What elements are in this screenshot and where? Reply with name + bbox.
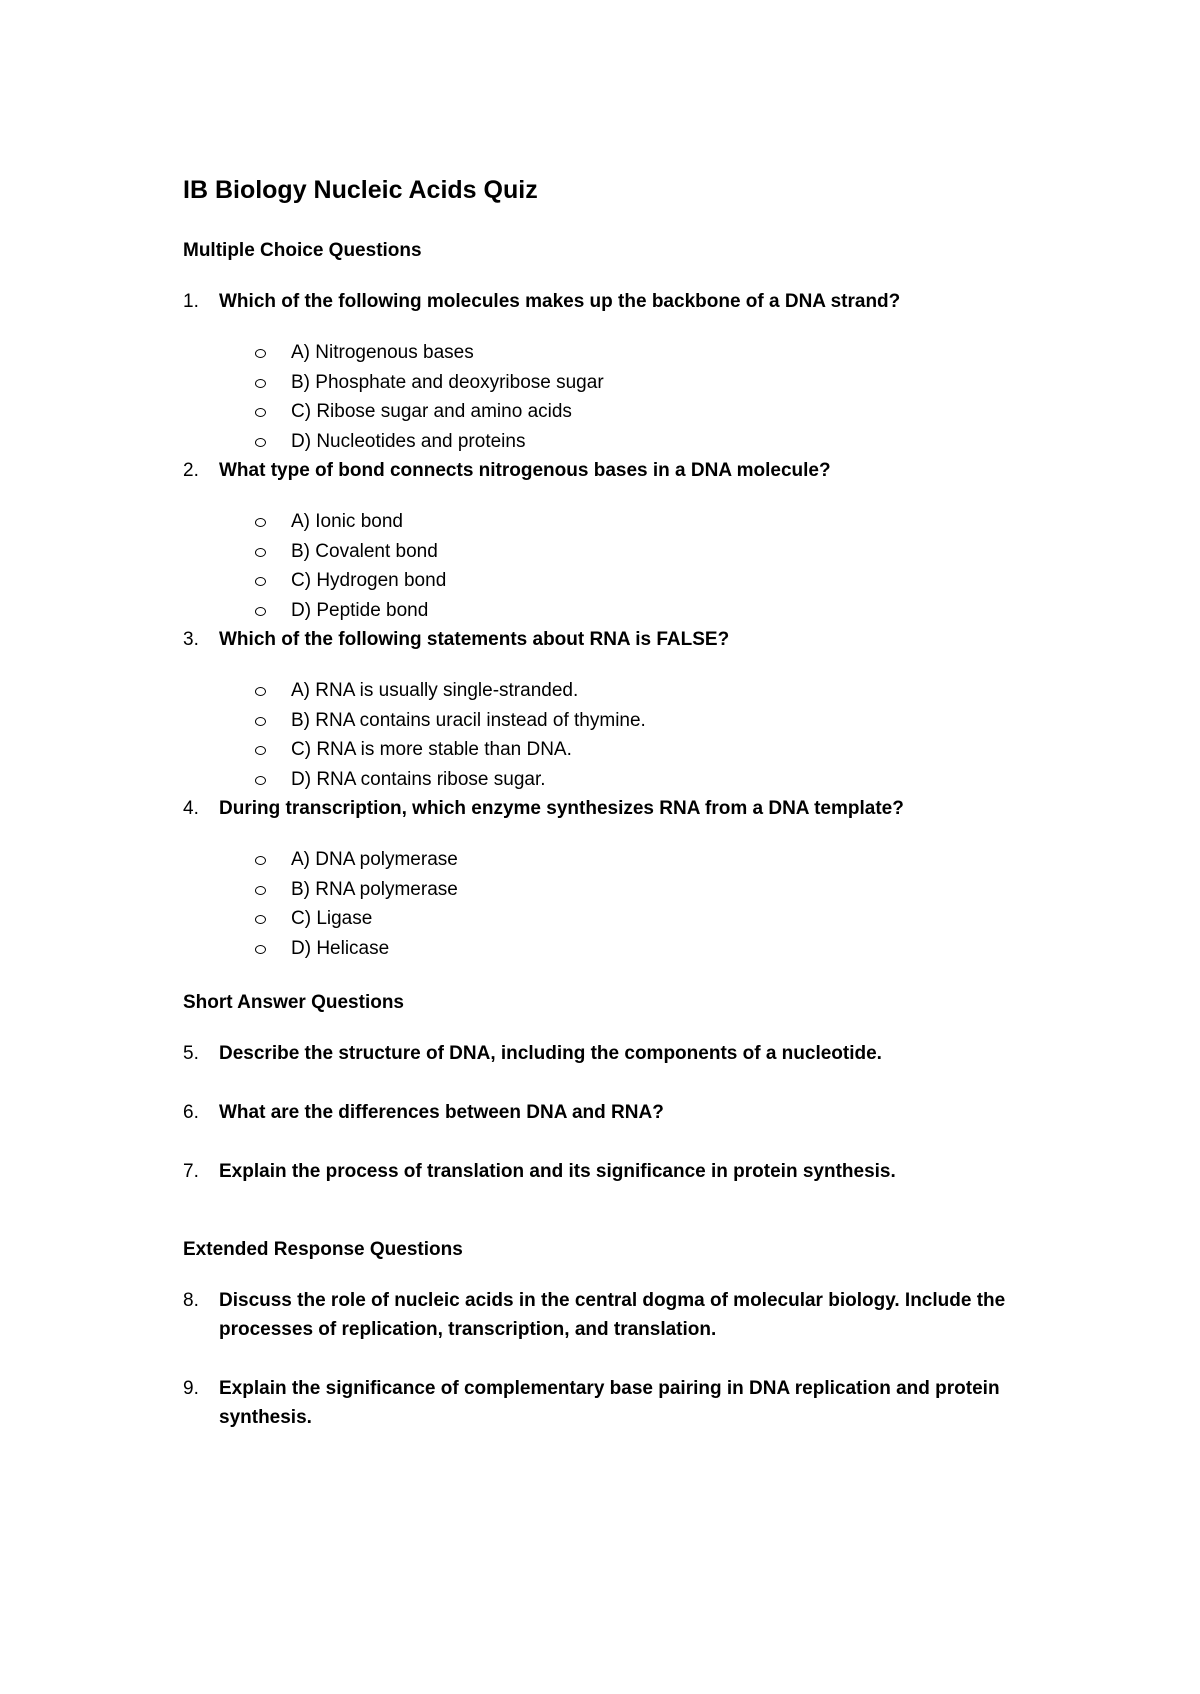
question-text: Explain the process of translation and its significance in protein synthesis.	[219, 1161, 896, 1182]
question-number: 9.	[183, 1378, 199, 1399]
option-text: B) RNA contains uracil instead of thymine.	[291, 709, 646, 731]
question-text: Which of the following statements about RNA is FALSE?	[219, 629, 730, 650]
option-list	[219, 338, 1083, 456]
option-d	[183, 596, 1083, 626]
extended-response-section	[183, 1238, 1083, 1432]
question-5	[183, 1039, 1083, 1068]
option-text: D) Peptide bond	[291, 599, 429, 621]
circle-bullet-icon	[255, 717, 266, 726]
circle-bullet-icon	[255, 746, 266, 755]
question-3	[183, 625, 1083, 794]
question-number: 5.	[183, 1043, 199, 1064]
circle-bullet-icon	[255, 408, 266, 417]
circle-bullet-icon	[255, 915, 266, 924]
question-4	[183, 794, 1083, 963]
option-d	[183, 427, 1083, 457]
option-text: A) DNA polymerase	[291, 849, 458, 870]
option-c	[183, 397, 1083, 427]
question-9	[183, 1374, 1083, 1432]
question-text: What type of bond connects nitrogenous bases in a DNA molecule?	[219, 460, 831, 481]
multiple-choice-list	[183, 287, 1083, 963]
question-text: Discuss the role of nucleic acids in the central dogma of molecular biology. Include the processes of replication, transcription, and translation.	[219, 1290, 1006, 1340]
option-list	[219, 845, 1083, 963]
section-heading-short-answer: Short Answer Questions	[183, 992, 404, 1013]
circle-bullet-icon	[255, 607, 266, 616]
circle-bullet-icon	[255, 349, 266, 358]
question-number: 3.	[183, 629, 199, 650]
short-answer-list	[183, 1039, 1083, 1186]
option-d	[183, 765, 1083, 795]
option-b	[183, 875, 1083, 905]
option-list	[219, 676, 1083, 794]
page-title: IB Biology Nucleic Acids Quiz	[183, 176, 538, 204]
option-a	[183, 507, 1083, 537]
option-text: C) Ribose sugar and amino acids	[291, 401, 572, 422]
circle-bullet-icon	[255, 518, 266, 527]
option-c	[183, 566, 1083, 596]
question-text: Describe the structure of DNA, including the components of a nucleotide.	[219, 1043, 882, 1064]
question-number: 1.	[183, 291, 199, 312]
multiple-choice-section	[183, 239, 1083, 963]
option-text: C) Hydrogen bond	[291, 570, 447, 591]
option-text: D) Helicase	[291, 937, 390, 959]
option-text: D) Nucleotides and proteins	[291, 430, 526, 452]
option-list	[219, 507, 1083, 625]
extended-response-list	[183, 1286, 1083, 1432]
option-text: D) RNA contains ribose sugar.	[291, 768, 546, 790]
question-text: Which of the following molecules makes up the backbone of a DNA strand?	[219, 291, 901, 312]
option-text: B) Phosphate and deoxyribose sugar	[291, 371, 604, 393]
circle-bullet-icon	[255, 886, 266, 895]
circle-bullet-icon	[255, 776, 266, 785]
circle-bullet-icon	[255, 856, 266, 865]
option-a	[183, 845, 1083, 875]
question-1	[183, 287, 1083, 456]
question-text: Explain the significance of complementary base pairing in DNA replication and protein synthesis.	[219, 1378, 1000, 1428]
circle-bullet-icon	[255, 438, 266, 447]
question-2	[183, 456, 1083, 625]
option-text: B) Covalent bond	[291, 540, 438, 562]
option-c	[183, 735, 1083, 765]
circle-bullet-icon	[255, 548, 266, 557]
circle-bullet-icon	[255, 687, 266, 696]
question-7	[183, 1157, 1083, 1186]
option-text: A) RNA is usually single-stranded.	[291, 680, 579, 701]
option-text: A) Nitrogenous bases	[291, 342, 474, 363]
question-number: 6.	[183, 1102, 199, 1123]
question-number: 4.	[183, 798, 199, 819]
option-c	[183, 904, 1083, 934]
option-a	[183, 676, 1083, 706]
short-answer-section	[183, 991, 1083, 1186]
option-text: B) RNA polymerase	[291, 878, 458, 900]
question-number: 7.	[183, 1161, 199, 1182]
question-text: During transcription, which enzyme synthesizes RNA from a DNA template?	[219, 798, 904, 819]
quiz-document	[183, 176, 1083, 1462]
question-number: 2.	[183, 460, 199, 481]
section-heading-multiple-choice: Multiple Choice Questions	[183, 240, 422, 261]
circle-bullet-icon	[255, 577, 266, 586]
option-text: C) RNA is more stable than DNA.	[291, 739, 572, 760]
option-text: C) Ligase	[291, 908, 373, 929]
section-heading-extended-response: Extended Response Questions	[183, 1239, 463, 1260]
circle-bullet-icon	[255, 379, 266, 388]
option-b	[183, 537, 1083, 567]
question-text: What are the differences between DNA and RNA?	[219, 1102, 664, 1123]
option-b	[183, 706, 1083, 736]
option-a	[183, 338, 1083, 368]
option-d	[183, 934, 1083, 964]
question-8	[183, 1286, 1083, 1344]
option-text: A) Ionic bond	[291, 511, 403, 532]
option-b	[183, 368, 1083, 398]
question-number: 8.	[183, 1290, 199, 1311]
circle-bullet-icon	[255, 945, 266, 954]
question-6	[183, 1098, 1083, 1127]
